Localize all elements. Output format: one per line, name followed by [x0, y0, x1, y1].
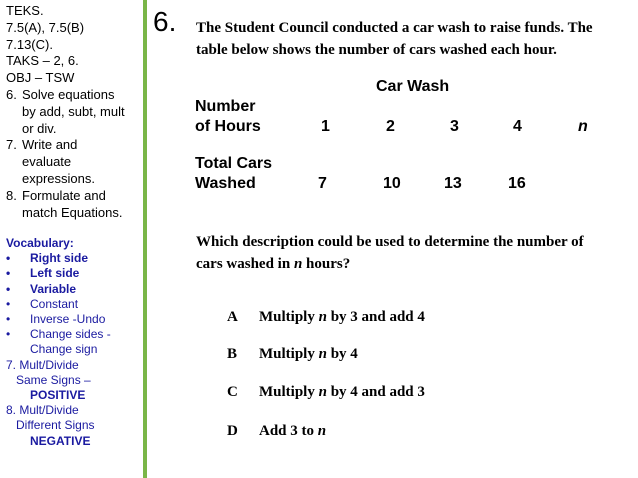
vocab-item [6, 297, 143, 312]
row-label-line: Number [195, 98, 256, 115]
choice-text: by 3 and add 4 [326, 309, 425, 325]
variable: n [318, 346, 327, 362]
choice-text: by 4 and add 3 [326, 384, 425, 400]
choice-text: Multiply [259, 384, 319, 400]
prompt-line: The Student Council conducted a car wash to raise funds. The [196, 20, 593, 36]
objective-number: 8. [6, 187, 17, 203]
objective-line: expressions. [22, 170, 95, 186]
hours-cell: 1 [321, 118, 330, 135]
rule-8: 8. Mult/Divide [6, 403, 79, 418]
vocab-term: Variable [30, 281, 77, 296]
divider [143, 0, 147, 478]
objective-line: Write and [22, 137, 78, 153]
variable: n [293, 256, 303, 272]
objective-7 [0, 137, 143, 187]
teks-codes: 7.5(A), 7.5(B) [6, 19, 85, 35]
choice-letter: B [227, 346, 238, 362]
vocab-term: Change sides - [30, 327, 111, 342]
answer-choice-a[interactable] [227, 309, 425, 326]
row1-label [195, 97, 261, 137]
answer-choice-b[interactable] [227, 346, 358, 363]
vocab-term: Left side [30, 266, 80, 281]
objective-6 [0, 87, 143, 137]
variable: n [318, 384, 327, 400]
question-prompt [196, 17, 628, 61]
objective-line: by add, subt, mult [22, 103, 125, 119]
cars-cell: 16 [508, 175, 526, 192]
choice-text: Multiply [259, 346, 319, 362]
cars-cell: 13 [444, 175, 462, 192]
choice-text: by 4 [326, 346, 358, 362]
bullet-icon: • [6, 251, 11, 266]
answer-choice-c[interactable] [227, 384, 425, 401]
objective-line: evaluate [22, 154, 72, 170]
vocab-term-continued: Change sign [30, 342, 98, 357]
vocab-term: Inverse -Undo [30, 312, 106, 327]
vocab-term: Right side [30, 251, 89, 266]
prompt-line: table below shows the number of cars washed each hour. [196, 42, 557, 58]
row-label-line: Washed [195, 175, 256, 192]
rule-8-sub: Different Signs [16, 418, 95, 433]
objective-number: 6. [6, 87, 17, 102]
rule-7: 7. Mult/Divide [6, 357, 79, 372]
vocabulary-list [6, 236, 143, 449]
obj-label: OBJ – TSW [6, 70, 75, 86]
rule-8-value: NEGATIVE [30, 433, 91, 448]
choice-letter: C [227, 384, 238, 400]
choice-text: Add 3 to [259, 423, 318, 439]
vocab-item [6, 251, 143, 266]
hours-cell: 3 [450, 118, 459, 135]
objective-number: 7. [6, 137, 17, 153]
objectives-sidebar [0, 0, 143, 478]
vocab-item [6, 282, 143, 297]
bullet-icon: • [6, 312, 11, 327]
question-line: Which description could be used to determine the number of [196, 234, 584, 250]
objective-line: or div. [22, 120, 57, 136]
variable: n [318, 309, 327, 325]
cars-cell: 10 [383, 175, 401, 192]
rule-7-value: POSITIVE [30, 388, 86, 403]
text-part: cars washed in [196, 256, 294, 272]
vocab-item [6, 266, 143, 281]
objective-line: match Equations. [22, 204, 123, 220]
question-text [196, 231, 628, 275]
teks-codes-2: 7.13(C). [6, 36, 53, 52]
hours-cell: 2 [386, 118, 395, 135]
vocab-item [6, 312, 143, 327]
bullet-icon: • [6, 281, 11, 296]
table-title: Car Wash [376, 78, 450, 95]
variable: n [317, 423, 327, 439]
objective-line: Formulate and [22, 187, 106, 203]
objective-line: Solve equations [22, 87, 115, 102]
row-label-line: Total Cars [195, 155, 273, 172]
hours-cell: 4 [513, 118, 522, 135]
taks-label: TAKS – 2, 6. [6, 53, 79, 69]
bullet-icon: • [6, 327, 11, 342]
row-label-line: of Hours [195, 118, 261, 135]
vocab-term: Constant [30, 296, 79, 311]
objective-8 [0, 188, 143, 222]
question-line [196, 253, 628, 275]
answer-choice-d[interactable] [227, 423, 326, 440]
bullet-icon: • [6, 266, 11, 281]
choice-letter: D [227, 423, 238, 439]
teks-label: TEKS. [6, 3, 44, 18]
vocabulary-heading: Vocabulary: [6, 236, 74, 250]
hours-cell: n [578, 118, 588, 135]
rule-7-sub: Same Signs – [16, 372, 91, 387]
question-number: 6. [153, 6, 177, 37]
vocab-item [6, 327, 143, 342]
row2-label [195, 154, 272, 194]
choice-text: Multiply [259, 309, 319, 325]
bullet-icon: • [6, 296, 11, 311]
choice-letter: A [227, 309, 238, 325]
text-part: hours? [302, 256, 351, 272]
cars-cell: 7 [318, 175, 327, 192]
